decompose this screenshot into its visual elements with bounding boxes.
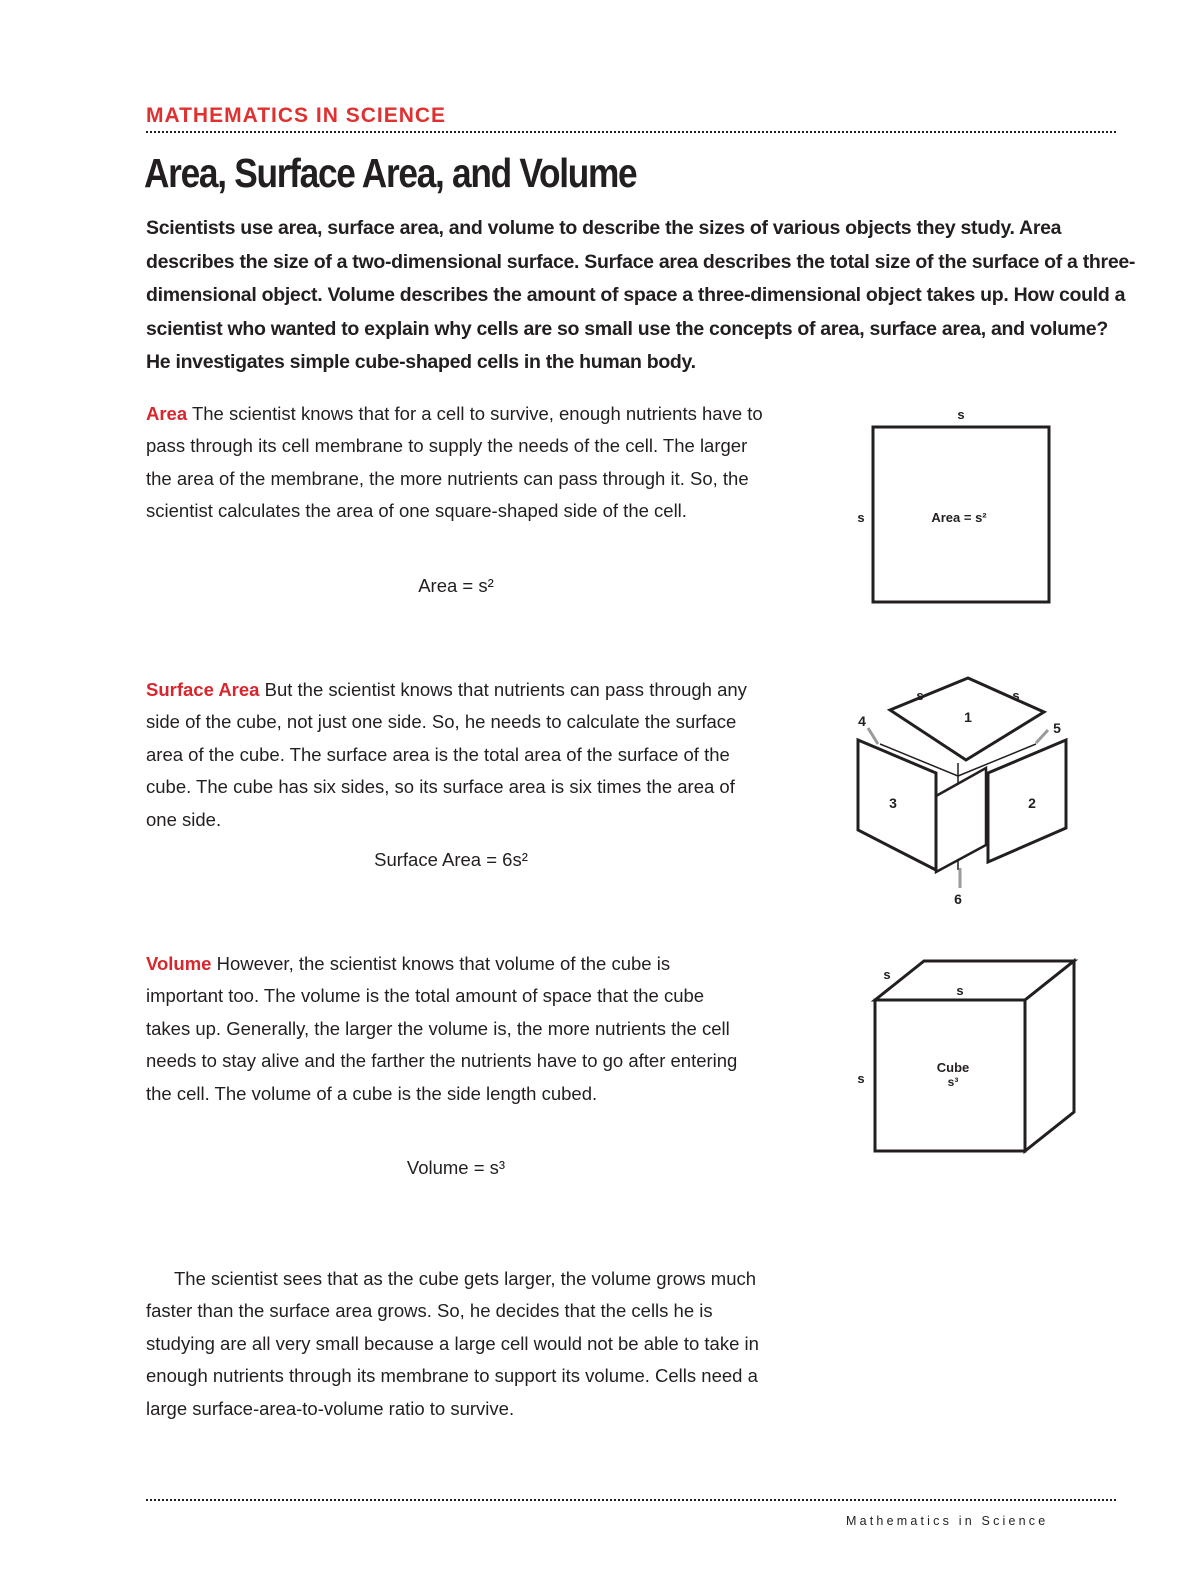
footer-text: Mathematics in Science <box>846 1514 1049 1528</box>
conclusion-paragraph: The scientist sees that as the cube gets larger, the volume grows much faster than the surface area grows. So, he decides that the cells he is studying are all very small because a large cell would not be able to take in enough nutrients through its membrane to support its volume. Cells need a large surface-area-to-volume ratio to survive. <box>146 1268 759 1419</box>
face-2-label: 2 <box>1028 795 1036 811</box>
surface-area-text: But the scientist knows that nutrients can pass through any side of the cube, not just one side. So, he needs to calculate the surface area of the cube. The surface area is the total area of the surface of the cube. The cube has six sides, so its surface area is six times the area of one side. <box>146 679 747 830</box>
face-6-label: 6 <box>954 891 962 907</box>
surface-area-formula: Surface Area = 6s² <box>374 849 528 870</box>
square-area-label: Area = s² <box>931 510 987 525</box>
page-title: Area, Surface Area, and Volume <box>144 150 637 196</box>
area-text: The scientist knows that for a cell to survive, enough nutrients have to pass through its cell membrane to supply the needs of the cell. The larger the area of the membrane, the more nutrients can pass through it. So, the scientist calculates the area of one square-shaped side of the cell. <box>146 403 763 522</box>
section-kicker: MATHEMATICS IN SCIENCE <box>146 104 447 127</box>
area-formula: Area = s² <box>418 575 494 596</box>
cube-side-left: s <box>857 1071 865 1086</box>
surface-area-section <box>146 674 756 836</box>
area-section <box>146 398 771 528</box>
square-side-top: s <box>957 407 965 422</box>
square-side-left: s <box>857 510 865 525</box>
volume-text: However, the scientist knows that volume of the cube is important too. The volume is the total amount of space that the cube takes up. Generally, the larger the volume is, the more nutrients the cell needs to stay alive and the farther the nutrients have to go after entering the cell. The volume of a cube is the side length cubed. <box>146 953 738 1104</box>
area-square-figure <box>840 395 1070 610</box>
face-5-label: 5 <box>1053 720 1061 736</box>
face-1-label: 1 <box>964 709 972 725</box>
net-side-b: s <box>1012 688 1020 703</box>
cube-label-line1: Cube <box>936 1060 970 1075</box>
face-4-label: 4 <box>858 713 866 729</box>
volume-cube-figure <box>840 955 1085 1160</box>
face-3-shape <box>858 740 936 870</box>
top-divider <box>146 131 1116 133</box>
intro-paragraph: Scientists use area, surface area, and volume to describe the sizes of various objects they study. Area describes the size of a two-dimensional surface. Surface area describes the total size of the surface of a three-dimensional object. Volume describes the amount of space a three-dimensional object takes up. How could a scientist who wanted to explain why cells are so small use the concepts of area, surface area, and volume? He investigates simple cube-shaped cells in the human body. <box>146 217 1136 373</box>
arrow-4-icon <box>868 728 878 744</box>
volume-section <box>146 948 751 1110</box>
volume-heading: Volume <box>146 953 212 974</box>
cube-side-top: s <box>956 983 964 998</box>
surface-area-heading: Surface Area <box>146 679 260 700</box>
bottom-divider <box>146 1499 1116 1501</box>
face-3-label: 3 <box>889 795 897 811</box>
cube-side-depth: s <box>883 967 891 982</box>
cube-label-line2: s³ <box>947 1075 959 1089</box>
volume-formula: Volume = s³ <box>406 1157 506 1178</box>
arrow-5-icon <box>1036 730 1048 743</box>
face-6-shape <box>936 768 986 872</box>
surface-area-net-figure <box>840 670 1080 915</box>
area-heading: Area <box>146 403 188 424</box>
net-side-a: s <box>916 688 924 703</box>
